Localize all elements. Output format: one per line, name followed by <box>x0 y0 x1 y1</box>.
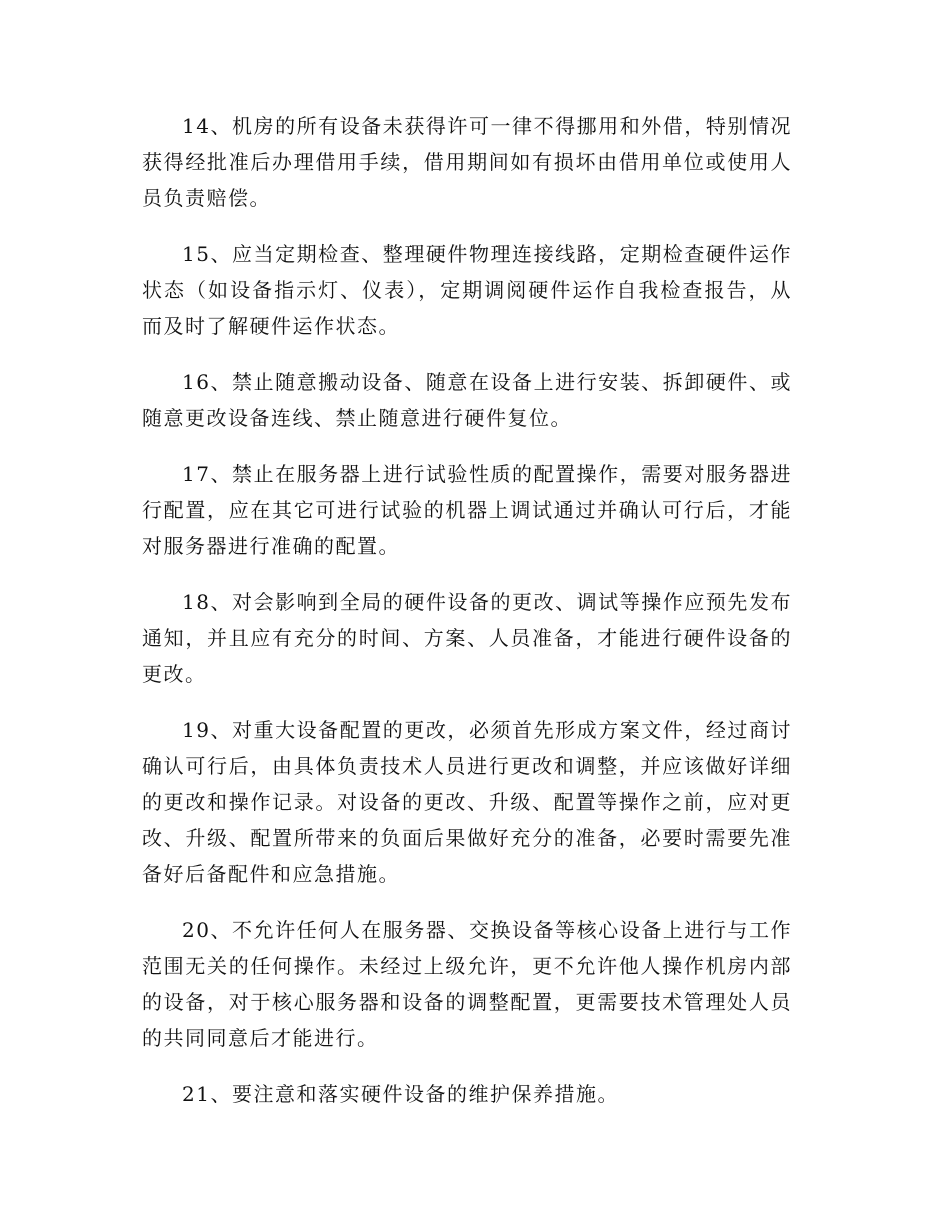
paragraph-16: 16、禁止随意搬动设备、随意在设备上进行安装、拆卸硬件、或随意更改设备连线、禁止随意进行硬件复位。 <box>142 370 792 430</box>
paragraph-15: 15、应当定期检查、整理硬件物理连接线路，定期检查硬件运作状态（如设备指示灯、仪表），定期调阅硬件运作自我检查报告，从而及时了解硬件运作状态。 <box>142 242 792 338</box>
paragraph-14: 14、机房的所有设备未获得许可一律不得挪用和外借，特别情况获得经批准后办理借用手续，借用期间如有损坏由借用单位或使用人员负责赔偿。 <box>142 114 792 210</box>
paragraph-20: 20、不允许任何人在服务器、交换设备等核心设备上进行与工作范围无关的任何操作。未经过上级允许，更不允许他人操作机房内部的设备，对于核心服务器和设备的调整配置，更需要技术管理处人员的共同同意后才能进行。 <box>142 918 792 1050</box>
paragraph-18: 18、对会影响到全局的硬件设备的更改、调试等操作应预先发布通知，并且应有充分的时间、方案、人员准备，才能进行硬件设备的更改。 <box>142 590 792 686</box>
paragraph-17: 17、禁止在服务器上进行试验性质的配置操作，需要对服务器进行配置，应在其它可进行试验的机器上调试通过并确认可行后，才能对服务器进行准确的配置。 <box>142 462 792 558</box>
document-body <box>142 108 792 1132</box>
paragraph-21: 21、要注意和落实硬件设备的维护保养措施。 <box>182 1082 619 1106</box>
paragraph-19: 19、对重大设备配置的更改，必须首先形成方案文件，经过商讨确认可行后，由具体负责技术人员进行更改和调整，并应该做好详细的更改和操作记录。对设备的更改、升级、配置等操作之前，应对更改、升级、配置所带来的负面后果做好充分的准备，必要时需要先准备好后备配件和应急措施。 <box>142 718 792 886</box>
